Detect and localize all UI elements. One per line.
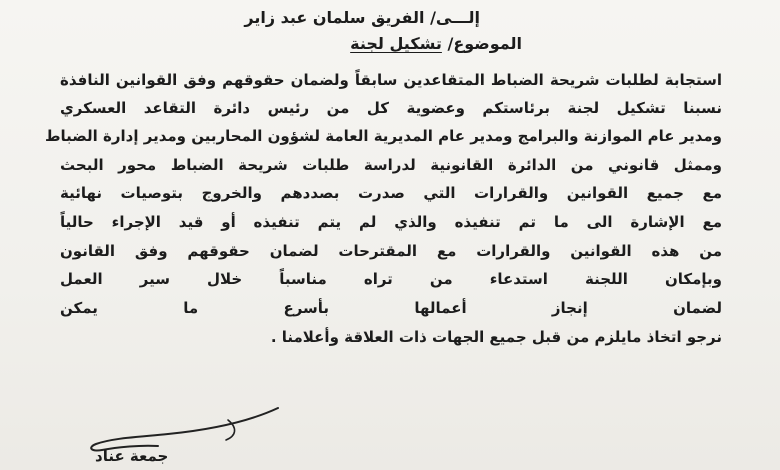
body-line: من هذه القوانين والقرارات مع المقترحات لضمان حقوقهم وفق القانون — [60, 242, 722, 260]
body-line: استجابة لطلبات شريحة الضباط المتقاعدين سابقاً ولضمان حقوقهم وفق القوانين النافذة — [60, 71, 722, 89]
subject-value: تشكيل لجنة — [350, 34, 442, 53]
body-line: وممثل قانوني من الدائرة القانونية لدراسة طلبات شريحة الضباط محور البحث — [60, 156, 722, 174]
body-line: وبإمكان اللجنة استدعاء من تراه مناسباً خلال سير العمل — [60, 270, 722, 288]
body-line: مع جميع القوانين والقرارات التي صدرت بصددهم والخروج بتوصيات نهائية — [60, 184, 722, 202]
signature-name: جمعة عناد — [95, 447, 169, 465]
recipient-line: إلـــى/ الفريق سلمان عبد زاير — [244, 8, 480, 27]
closing-line: نرجو اتخاذ مايلزم من قبل جميع الجهات ذات العلاقة وأعلامنا . — [270, 328, 722, 346]
subject-label: الموضوع/ — [447, 34, 522, 53]
body-line: نسبنا تشكيل لجنة برئاستكم وعضوية كل من رئيس دائرة التقاعد العسكري — [60, 99, 722, 117]
subject-line — [350, 34, 522, 54]
body-line: ومدير عام الموازنة والبرامج ومدير عام المديرية العامة لشؤون المحاربين ومدير إدارة الضباط — [44, 127, 722, 145]
body-line: لضمان إنجاز أعمالها بأسرع ما يمكن — [60, 299, 722, 317]
body-line: مع الإشارة الى ما تم تنفيذه والذي لم يتم تنفيذه أو قيد الإجراء حالياً — [60, 213, 722, 231]
